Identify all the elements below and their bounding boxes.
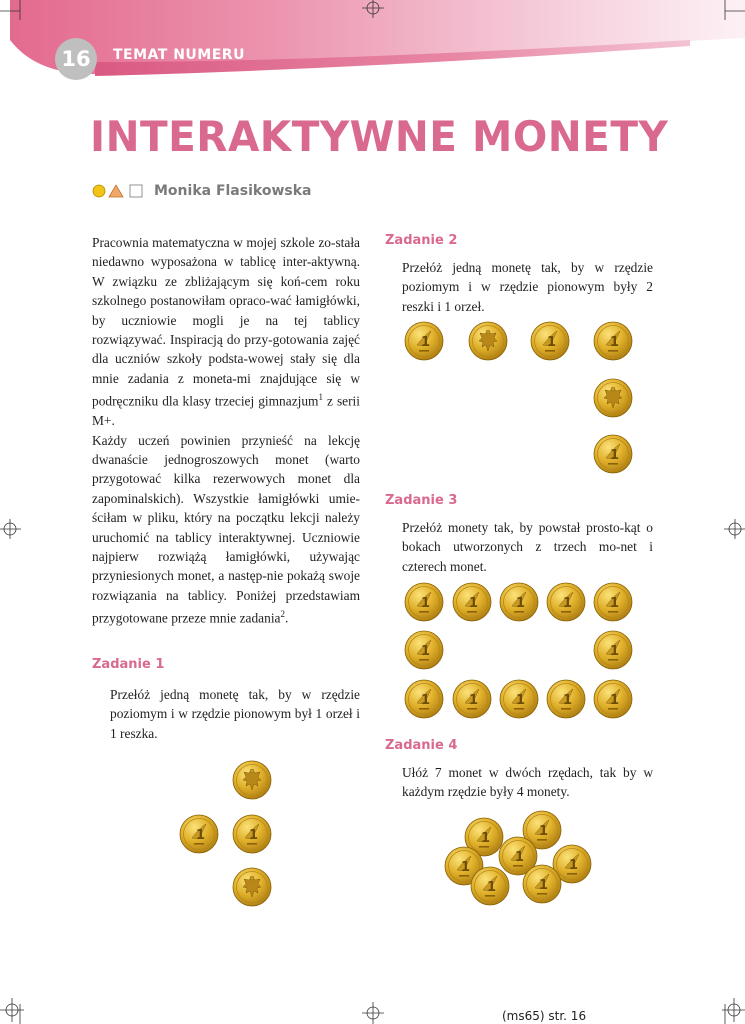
coin-heads-icon bbox=[468, 321, 508, 366]
author-name: Monika Flasikowska bbox=[154, 183, 312, 199]
coin-tails-icon bbox=[404, 679, 444, 724]
task-2-text bbox=[402, 258, 653, 316]
task-3-heading: Zadanie 3 bbox=[385, 493, 458, 508]
coin-heads-icon bbox=[232, 760, 272, 805]
task-1-text-content: Przełóż jedną monetę tak, by w rzędzie poziomym i w rzędzie pionowym był 1 orzeł i 1 reszka. bbox=[110, 687, 360, 741]
registration-mark-right bbox=[723, 518, 745, 540]
crop-mark-top-right bbox=[712, 0, 745, 22]
orange-triangle-icon bbox=[109, 185, 123, 197]
svg-text:1: 1 bbox=[481, 831, 491, 846]
svg-text:1: 1 bbox=[249, 828, 259, 843]
svg-text:1: 1 bbox=[610, 644, 620, 659]
intro-paragraph-1 bbox=[92, 233, 360, 431]
task-1-heading: Zadanie 1 bbox=[92, 657, 165, 672]
coin-tails-icon bbox=[404, 630, 444, 675]
intro-p2-end: . bbox=[284, 610, 289, 626]
svg-text:1: 1 bbox=[547, 335, 557, 350]
svg-text:1: 1 bbox=[421, 596, 431, 611]
svg-text:1: 1 bbox=[421, 644, 431, 659]
yellow-circle-icon bbox=[93, 185, 105, 197]
task-3-text-content: Przełóż monety tak, by powstał prosto-kąt o bokach utworzonych z trzech mo-net i czterech monet. bbox=[402, 520, 653, 574]
crop-mark-bottom-left bbox=[0, 998, 30, 1024]
footnote-ref-1: 1 bbox=[318, 392, 323, 403]
svg-text:1: 1 bbox=[516, 693, 526, 708]
crop-mark-bottom-right bbox=[712, 998, 745, 1024]
coin-tails-icon bbox=[593, 582, 633, 627]
task-4-text-content: Ułóż 7 monet w dwóch rzędach, tak by w każdym rzędzie były 4 monety. bbox=[402, 765, 653, 800]
coin-tails-icon bbox=[546, 582, 586, 627]
coin-tails-icon bbox=[499, 582, 539, 627]
svg-text:1: 1 bbox=[610, 596, 620, 611]
svg-text:1: 1 bbox=[563, 693, 573, 708]
author-row bbox=[92, 181, 311, 201]
svg-text:1: 1 bbox=[539, 824, 549, 839]
svg-text:1: 1 bbox=[487, 880, 497, 895]
registration-mark-top bbox=[362, 0, 384, 20]
coin-tails-icon bbox=[530, 321, 570, 366]
svg-text:1: 1 bbox=[569, 858, 579, 873]
task-1-text bbox=[110, 685, 360, 743]
coin-tails-icon bbox=[546, 679, 586, 724]
section-label: TEMAT NUMERU bbox=[113, 47, 245, 63]
svg-text:1: 1 bbox=[516, 596, 526, 611]
article-title: INTERAKTYWNE MONETY bbox=[90, 112, 669, 161]
coin-tails-icon bbox=[593, 679, 633, 724]
intro-p1-end: z serii M+. bbox=[92, 393, 360, 429]
svg-text:1: 1 bbox=[421, 335, 431, 350]
intro-p1-text: Pracownia matematyczna w mojej szkole zo-stała niedawno wyposażona w tablicę inter-aktywną. W związku ze zbliżającym się koń-cem roku szkolnego postanowiłam opraco-wać łamigłówki, by uczniowie mogli je na tej tablicy rozwiązywać. Inspiracją do przy-gotowania zajęć dla uczniów szkoły podsta-wowej stały się dla mnie zadania z moneta-mi znajdujące się w podręczniku dla klasy trzeciej gimnazjum bbox=[92, 235, 360, 409]
intro-paragraph-2 bbox=[92, 431, 360, 629]
task-2-heading: Zadanie 2 bbox=[385, 233, 458, 248]
gray-square-icon bbox=[130, 185, 142, 197]
coin-tails-icon bbox=[404, 582, 444, 627]
coin-tails-icon bbox=[179, 814, 219, 859]
intro-text bbox=[92, 233, 360, 628]
registration-mark-bottom bbox=[362, 1002, 384, 1024]
task-2-text-content: Przełóż jedną monetę tak, by w rzędzie poziomym i w rzędzie pionowym były 2 reszki i 1 orzeł. bbox=[402, 260, 653, 314]
coin-heads-icon bbox=[593, 378, 633, 423]
intro-p2-text: Każdy uczeń powinien przynieść na lekcję dwanaście jednogroszowych monet (warto przygotować kilka rezerwowych monet dla zapominalskich). Wszystkie łamigłówki umie-ściłam w pliku, który na początku lekcji należy uruchomić na tablicy interaktywnej. Uczniowie najpierw rozwiążą łamigłówki, używając przyniesionych monet, a następ-nie pokażą swoje rozwiązania na tablicy. Poniżej przedstawiam przygotowane przeze mnie zadania bbox=[92, 432, 360, 626]
svg-text:1: 1 bbox=[421, 693, 431, 708]
coin-tails-icon bbox=[470, 866, 510, 911]
svg-text:1: 1 bbox=[515, 850, 525, 865]
page-number-badge: 16 bbox=[55, 38, 97, 80]
coin-tails-icon bbox=[452, 582, 492, 627]
svg-text:1: 1 bbox=[539, 878, 549, 893]
crop-mark-top-left bbox=[0, 0, 30, 22]
task-4-text bbox=[402, 763, 653, 802]
footer-page-ref: (ms65) str. 16 bbox=[502, 1009, 587, 1023]
svg-text:1: 1 bbox=[563, 596, 573, 611]
coin-heads-icon bbox=[232, 867, 272, 912]
task-4-heading: Zadanie 4 bbox=[385, 738, 458, 753]
coin-tails-icon bbox=[593, 630, 633, 675]
coin-tails-icon bbox=[232, 814, 272, 859]
svg-text:1: 1 bbox=[469, 693, 479, 708]
registration-mark-left bbox=[0, 518, 22, 540]
coin-tails-icon bbox=[452, 679, 492, 724]
coin-tails-icon bbox=[522, 864, 562, 909]
svg-text:1: 1 bbox=[610, 448, 620, 463]
svg-text:1: 1 bbox=[610, 335, 620, 350]
difficulty-icons bbox=[92, 183, 144, 199]
coin-tails-icon bbox=[404, 321, 444, 366]
svg-text:1: 1 bbox=[610, 693, 620, 708]
svg-text:1: 1 bbox=[461, 860, 471, 875]
svg-text:1: 1 bbox=[196, 828, 206, 843]
svg-text:1: 1 bbox=[469, 596, 479, 611]
coin-tails-icon bbox=[593, 434, 633, 479]
coin-tails-icon bbox=[499, 679, 539, 724]
task-3-text bbox=[402, 518, 653, 576]
footnote-ref-2: 2 bbox=[280, 609, 285, 620]
coin-tails-icon bbox=[593, 321, 633, 366]
